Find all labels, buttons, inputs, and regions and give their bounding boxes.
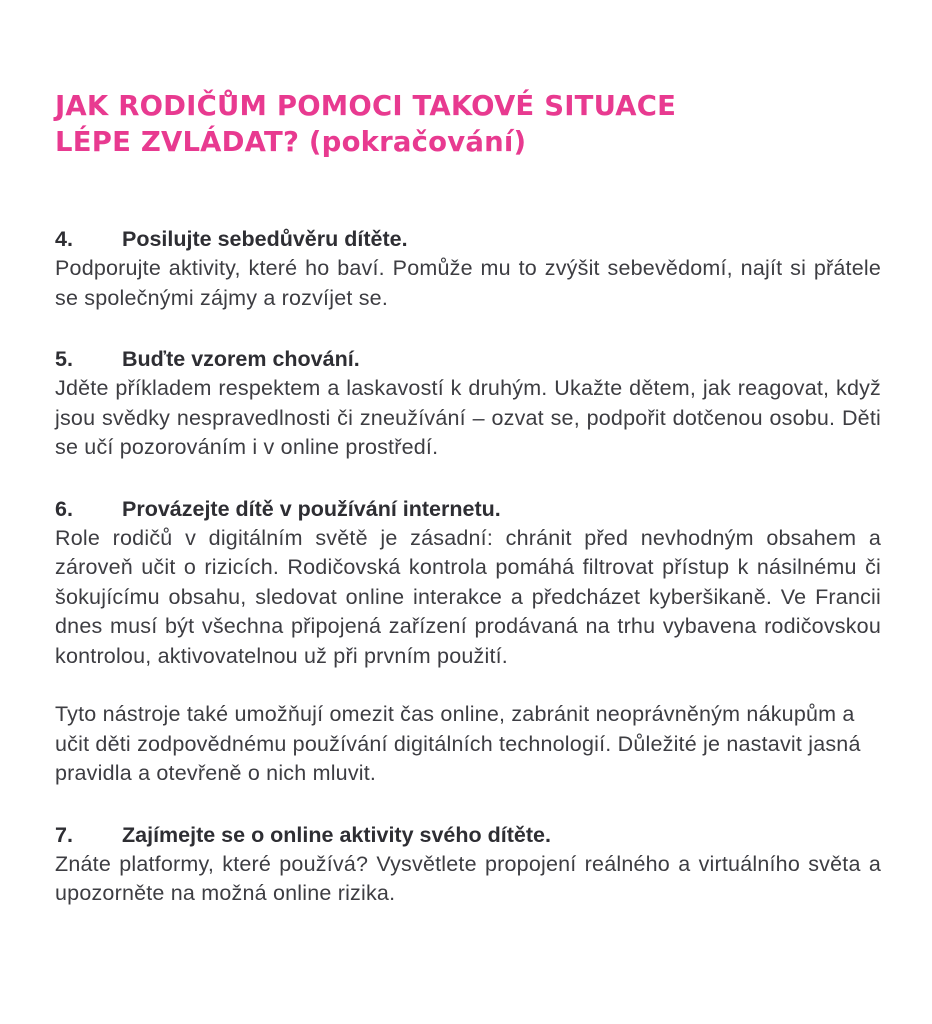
list-item-4 xyxy=(55,224,881,313)
item-paragraph: Znáte platformy, které používá? Vysvětlete propojení reálného a virtuálního světa a upozorněte na možná online rizika. xyxy=(55,851,881,905)
item-heading xyxy=(55,820,881,850)
item-number: 4. xyxy=(55,227,73,251)
item-number: 5. xyxy=(55,347,73,371)
list-item-5 xyxy=(55,344,881,463)
list-item-7 xyxy=(55,820,881,909)
item-paragraph: Podporujte aktivity, které ho baví. Pomůže mu to zvýšit sebevědomí, najít si přátele se společnými zájmy a rozvíjet se. xyxy=(55,256,881,310)
page-title-line1: JAK RODIČŮM POMOCI TAKOVÉ SITUACE xyxy=(55,90,677,122)
item-heading xyxy=(55,494,881,524)
item-number: 7. xyxy=(55,822,73,847)
item-paragraph: Tyto nástroje také umožňují omezit čas online, zabránit neoprávněným nákupům a učit děti zodpovědnému používání digitálních technologií. Důležité je nastavit jasná pravidla a otevřeně o nich mluvit. xyxy=(55,702,861,785)
advice-list xyxy=(55,224,881,909)
page-title xyxy=(55,88,881,160)
item-paragraph: Role rodičů v digitálním světě je zásadní: chránit před nevhodným obsahem a zároveň učit o rizicích. Rodičovská kontrola pomáhá filtrovat přístup k násilnému či šokujícímu obsahu, sledovat online interakce a předcházet kyberšikaně. Ve Francii dnes musí být všechna připojená zařízení prodávaná na trhu vybavena rodičovskou kontrolou, aktivovatelnou už při prvním použití. xyxy=(55,525,881,668)
item-heading xyxy=(55,224,881,254)
page-title-line2: LÉPE ZVLÁDAT? (pokračování) xyxy=(55,126,527,158)
list-item-6 xyxy=(55,494,881,789)
item-title: Posilujte sebedůvěru dítěte. xyxy=(122,227,408,251)
item-title: Provázejte dítě v používání internetu. xyxy=(122,496,501,521)
item-title: Zajímejte se o online aktivity svého dítěte. xyxy=(122,822,551,847)
item-title: Buďte vzorem chování. xyxy=(122,347,360,371)
item-paragraph: Jděte příkladem respektem a laskavostí k druhým. Ukažte dětem, jak reagovat, když jsou svědky nespravedlnosti či zneužívání – ozvat se, podpořit dotčenou osobu. Děti se učí pozorováním i v online prostředí. xyxy=(55,376,881,459)
item-number: 6. xyxy=(55,496,73,521)
item-heading xyxy=(55,344,881,374)
